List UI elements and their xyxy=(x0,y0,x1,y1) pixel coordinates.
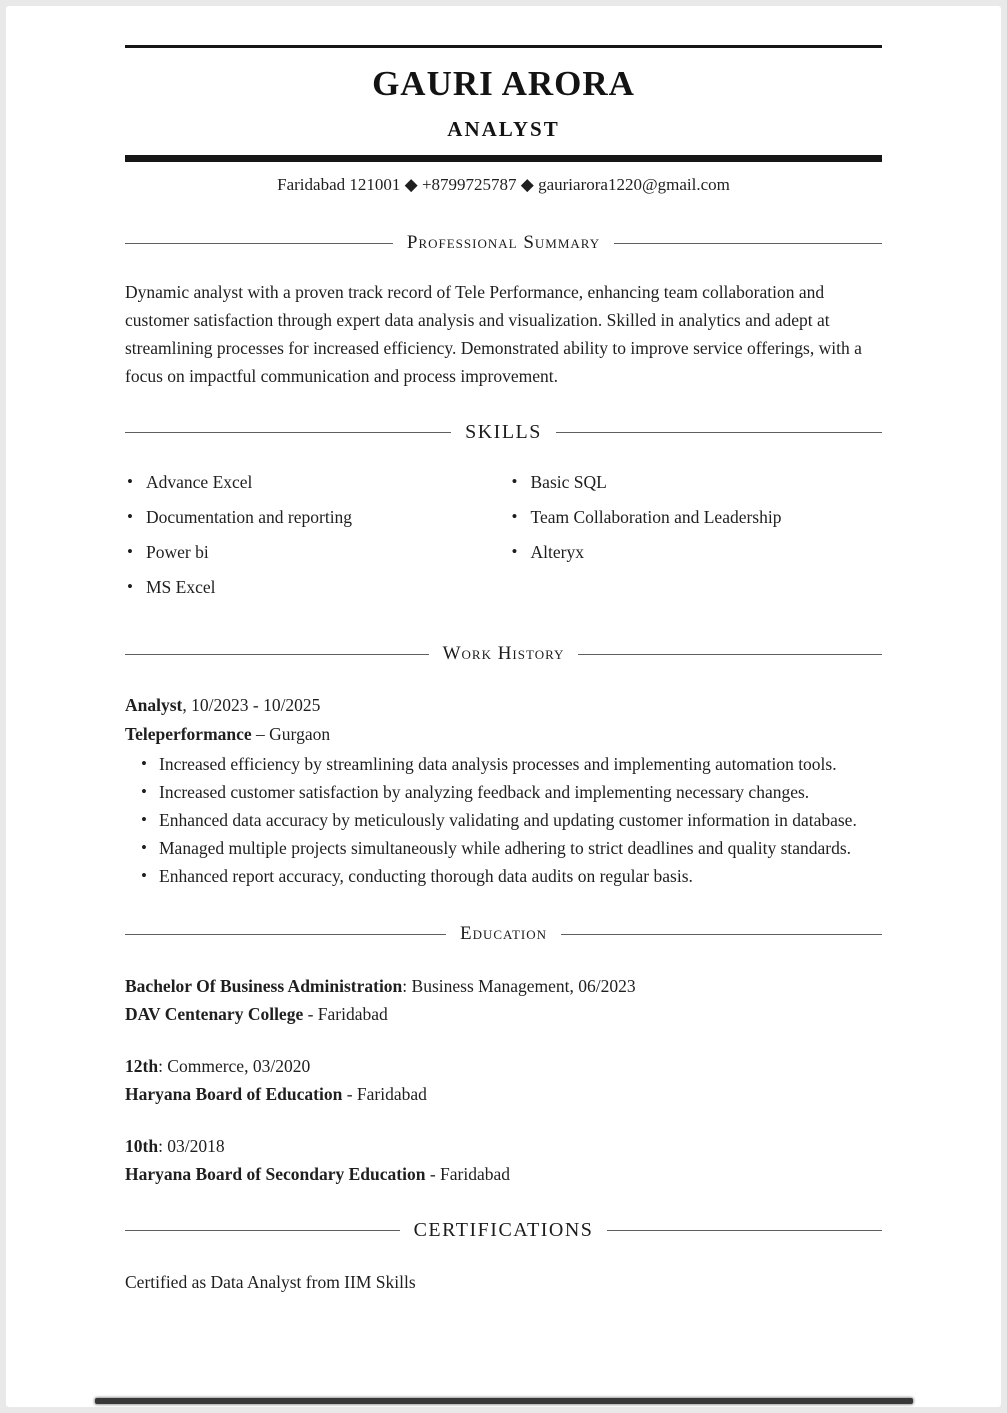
education-degree: Bachelor Of Business Administration xyxy=(125,976,403,996)
education-degree-detail: : Business Management, 06/2023 xyxy=(402,976,636,996)
skill-item: • Alteryx xyxy=(510,540,883,564)
heading-rule-right xyxy=(556,432,882,433)
job-bullet-list xyxy=(125,750,882,890)
page-bottom-rule xyxy=(95,1398,913,1404)
job-title-text: Analyst xyxy=(125,695,183,715)
education-school-detail: - Faridabad xyxy=(425,1164,511,1184)
job-company-line xyxy=(125,720,882,749)
skills-column-right xyxy=(504,470,883,610)
education-school-line xyxy=(125,1000,882,1028)
education-school: Haryana Board of Education xyxy=(125,1084,343,1104)
education-degree-detail: : Commerce, 03/2020 xyxy=(158,1056,311,1076)
education-school: DAV Centenary College xyxy=(125,1004,304,1024)
resume-page xyxy=(6,6,1001,1407)
job-title-line xyxy=(125,691,882,720)
education-degree-line xyxy=(125,1132,882,1160)
skill-item: • Advance Excel xyxy=(125,470,504,494)
education-heading-text: Education xyxy=(459,923,548,944)
job-bullet: • Managed multiple projects simultaneously while adhering to strict deadlines and quality standards. xyxy=(141,834,882,862)
skills-list xyxy=(125,470,882,610)
heading-rule-right xyxy=(578,654,882,655)
section-heading-certifications xyxy=(125,1219,882,1242)
heading-rule-left xyxy=(125,654,429,655)
job-bullet: • Enhanced report accuracy, conducting thorough data audits on regular basis. xyxy=(141,862,882,890)
header-double-rule xyxy=(125,155,882,162)
education-degree: 12th xyxy=(125,1056,159,1076)
work-history-heading-text: Work History xyxy=(442,643,565,664)
education-school-line xyxy=(125,1160,882,1188)
heading-rule-left xyxy=(125,934,446,935)
skill-item: • MS Excel xyxy=(125,575,504,599)
top-rule xyxy=(125,45,882,48)
education-school: Haryana Board of Secondary Education xyxy=(125,1164,426,1184)
heading-rule-left xyxy=(125,1230,400,1231)
education-entry xyxy=(125,972,882,1028)
education-school-detail: - Faridabad xyxy=(342,1084,427,1104)
skill-item: • Power bi xyxy=(125,540,504,564)
education-entry xyxy=(125,1132,882,1188)
skills-heading-text: SKILLS xyxy=(465,421,542,443)
job-bullet: • Increased customer satisfaction by analyzing feedback and implementing necessary changes. xyxy=(141,778,882,806)
education-degree-line xyxy=(125,1052,882,1080)
candidate-name: GAURI ARORA xyxy=(372,64,635,103)
job-bullet: • Enhanced data accuracy by meticulously validating and updating customer information in database. xyxy=(141,806,882,834)
summary-paragraph: Dynamic analyst with a proven track record of Tele Performance, enhancing team collaboration and customer satisfaction through expert data analysis and visualization. Skilled in analytics and adept at streamlining processes for increased efficiency. Demonstrated ability to improve service offerings, with a focus on impactful communication and process improvement. xyxy=(125,282,862,386)
education-degree-line xyxy=(125,972,882,1000)
job-company: Teleperformance xyxy=(125,724,252,744)
section-heading-skills xyxy=(125,421,882,444)
candidate-title: ANALYST xyxy=(447,117,560,141)
education-degree-detail: : 03/2018 xyxy=(158,1136,225,1156)
section-heading-professional-summary xyxy=(125,232,882,254)
section-heading-education xyxy=(125,923,882,945)
work-history-entry xyxy=(125,691,882,890)
education-entry xyxy=(125,1052,882,1108)
education-degree: 10th xyxy=(125,1136,159,1156)
certification-item: Certified as Data Analyst from IIM Skills xyxy=(125,1272,416,1292)
job-dates: , 10/2023 - 10/2025 xyxy=(182,695,321,715)
heading-rule-left xyxy=(125,243,393,244)
heading-rule-right xyxy=(561,934,882,935)
heading-rule-right xyxy=(607,1230,882,1231)
skills-column-left xyxy=(125,470,504,610)
certifications-heading-text: CERTIFICATIONS xyxy=(413,1219,594,1241)
heading-rule-right xyxy=(614,243,882,244)
skill-item: • Documentation and reporting xyxy=(125,505,504,529)
skill-item: • Team Collaboration and Leadership xyxy=(510,505,883,529)
skill-item: • Basic SQL xyxy=(510,470,883,494)
section-heading-work-history xyxy=(125,643,882,665)
contact-line: Faridabad 121001 ◆ +8799725787 ◆ gauriarora1220@gmail.com xyxy=(277,175,730,194)
education-list xyxy=(125,972,882,1188)
summary-heading-text: Professional Summary xyxy=(406,232,601,253)
heading-rule-left xyxy=(125,432,451,433)
job-bullet: • Increased efficiency by streamlining data analysis processes and implementing automation tools. xyxy=(141,750,882,778)
education-school-detail: - Faridabad xyxy=(303,1004,388,1024)
job-location: – Gurgaon xyxy=(251,724,331,744)
education-school-line xyxy=(125,1080,882,1108)
